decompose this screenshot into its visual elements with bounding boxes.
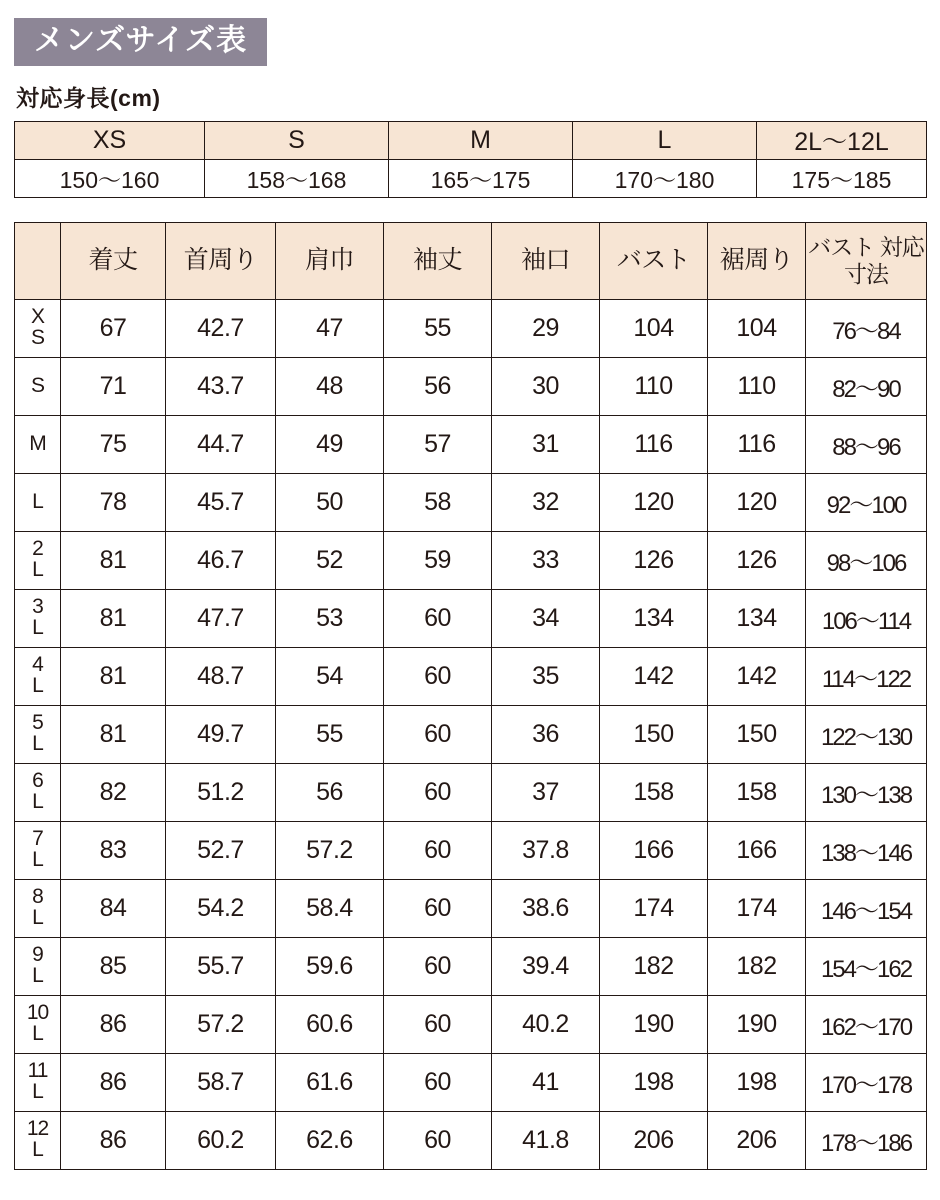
measurement-cell: 49 — [276, 415, 384, 473]
measurement-cell: 55 — [384, 299, 492, 357]
row-header-size — [15, 821, 61, 879]
row-header-line: X — [30, 305, 44, 329]
row-header-size — [15, 1053, 61, 1111]
measurement-cell: 78 — [61, 473, 166, 531]
height-range-xs: 150〜160 — [15, 159, 205, 197]
measurement-cell: 122〜130 — [806, 705, 927, 763]
measurement-cell: 198 — [708, 1053, 806, 1111]
table-row — [15, 995, 927, 1053]
height-range-2l-12l: 175〜185 — [757, 159, 927, 197]
row-header-line: L — [32, 1138, 43, 1161]
row-header-line: 11 — [27, 1059, 48, 1083]
measurement-cell: 86 — [61, 995, 166, 1053]
measurement-cell: 116 — [600, 415, 708, 473]
table-row — [15, 299, 927, 357]
column-header-line-1: バスト — [808, 234, 875, 261]
row-header-line: 3 — [32, 595, 43, 619]
measurement-cell: 41.8 — [492, 1111, 600, 1169]
measurement-cell: 55.7 — [166, 937, 276, 995]
measurement-cell: 85 — [61, 937, 166, 995]
measurement-cell: 60 — [384, 1111, 492, 1169]
measurement-cell: 178〜186 — [806, 1111, 927, 1169]
measurement-cell: 37.8 — [492, 821, 600, 879]
table-row — [15, 879, 927, 937]
row-header-line: L — [32, 489, 43, 513]
measurement-cell: 126 — [600, 531, 708, 589]
measurement-cell: 150 — [600, 705, 708, 763]
row-header-size — [15, 879, 61, 937]
row-header-line: L — [32, 674, 43, 697]
measurement-cell: 31 — [492, 415, 600, 473]
row-header-size — [15, 473, 61, 531]
row-header-line: 6 — [32, 769, 43, 793]
measurement-cell: 35 — [492, 647, 600, 705]
table-row — [15, 473, 927, 531]
measurement-cell: 166 — [600, 821, 708, 879]
measurement-cell: 37 — [492, 763, 600, 821]
measurement-cell: 56 — [384, 357, 492, 415]
table-header-row — [15, 222, 927, 299]
measurement-cell: 116 — [708, 415, 806, 473]
table-row — [15, 705, 927, 763]
measurement-cell: 60 — [384, 821, 492, 879]
measurement-cell: 49.7 — [166, 705, 276, 763]
measurement-cell: 81 — [61, 531, 166, 589]
measurement-cell: 110 — [708, 357, 806, 415]
measurement-cell: 60.6 — [276, 995, 384, 1053]
row-header-line: 8 — [32, 885, 43, 909]
row-header-line: 2 — [32, 537, 43, 561]
measurement-cell: 92〜100 — [806, 473, 927, 531]
row-header-size — [15, 995, 61, 1053]
measurement-cell: 82〜90 — [806, 357, 927, 415]
row-header-line: L — [32, 906, 43, 929]
measurement-cell: 88〜96 — [806, 415, 927, 473]
measurement-cell: 48.7 — [166, 647, 276, 705]
measurement-cell: 52.7 — [166, 821, 276, 879]
row-header-line: S — [30, 326, 44, 349]
measurement-cell: 47 — [276, 299, 384, 357]
measurement-cell: 142 — [600, 647, 708, 705]
page-title: メンズサイズ表 — [14, 18, 267, 66]
measurement-cell: 174 — [600, 879, 708, 937]
row-header-line: 12 — [26, 1117, 49, 1141]
measurement-cell: 134 — [708, 589, 806, 647]
measurement-cell: 42.7 — [166, 299, 276, 357]
measurement-cell: 82 — [61, 763, 166, 821]
measurement-cell: 59.6 — [276, 937, 384, 995]
measurement-cell: 32 — [492, 473, 600, 531]
measurement-cell: 30 — [492, 357, 600, 415]
measurement-cell: 29 — [492, 299, 600, 357]
column-header-bust-taiou-sunpou — [806, 222, 927, 299]
measurement-cell: 60 — [384, 1053, 492, 1111]
height-range-l: 170〜180 — [573, 159, 757, 197]
table-row — [15, 937, 927, 995]
measurement-cell: 134 — [600, 589, 708, 647]
measurement-cell: 81 — [61, 647, 166, 705]
measurement-cell: 84 — [61, 879, 166, 937]
measurement-cell: 166 — [708, 821, 806, 879]
measurement-cell: 45.7 — [166, 473, 276, 531]
measurement-cell: 34 — [492, 589, 600, 647]
measurement-cell: 58.4 — [276, 879, 384, 937]
measurement-cell: 47.7 — [166, 589, 276, 647]
row-header-line: 9 — [32, 943, 43, 967]
measurement-cell: 60 — [384, 647, 492, 705]
measurement-cell: 60 — [384, 763, 492, 821]
measurement-cell: 206 — [708, 1111, 806, 1169]
measurement-cell: 36 — [492, 705, 600, 763]
row-header-line: L — [32, 790, 43, 813]
height-table — [14, 121, 927, 198]
measurement-cell: 190 — [600, 995, 708, 1053]
measurement-cell: 50 — [276, 473, 384, 531]
height-size-l: L — [573, 121, 757, 159]
measurement-cell: 83 — [61, 821, 166, 879]
row-header-line: M — [29, 431, 46, 455]
measurement-cell: 67 — [61, 299, 166, 357]
column-header-katahaba: 肩巾 — [276, 222, 384, 299]
table-corner-cell — [15, 222, 61, 299]
measurement-cell: 150 — [708, 705, 806, 763]
measurement-cell: 120 — [708, 473, 806, 531]
measurement-cell: 110 — [600, 357, 708, 415]
measurement-cell: 170〜178 — [806, 1053, 927, 1111]
measurement-cell: 58 — [384, 473, 492, 531]
measurement-cell: 206 — [600, 1111, 708, 1169]
measurement-cell: 81 — [61, 589, 166, 647]
height-size-xs: XS — [15, 121, 205, 159]
measurement-cell: 44.7 — [166, 415, 276, 473]
measurement-cell: 174 — [708, 879, 806, 937]
measurement-cell: 56 — [276, 763, 384, 821]
measurement-cell: 190 — [708, 995, 806, 1053]
measurement-cell: 158 — [600, 763, 708, 821]
measurement-cell: 104 — [600, 299, 708, 357]
measurement-cell: 40.2 — [492, 995, 600, 1053]
table-row — [15, 415, 927, 473]
measurement-cell: 75 — [61, 415, 166, 473]
measurement-cell: 138〜146 — [806, 821, 927, 879]
measurement-cell: 76〜84 — [806, 299, 927, 357]
row-header-line: L — [32, 558, 43, 581]
measurement-cell: 41 — [492, 1053, 600, 1111]
table-row — [15, 1053, 927, 1111]
row-header-size — [15, 357, 61, 415]
measurement-cell: 58.7 — [166, 1053, 276, 1111]
row-header-size — [15, 1111, 61, 1169]
height-range-m: 165〜175 — [389, 159, 573, 197]
measurement-cell: 86 — [61, 1111, 166, 1169]
measurement-cell: 46.7 — [166, 531, 276, 589]
column-header-susomawari: 裾周り — [708, 222, 806, 299]
row-header-line: L — [32, 1022, 43, 1045]
measurement-cell: 198 — [600, 1053, 708, 1111]
height-section-heading: 対応身長(cm) — [16, 84, 161, 111]
measurement-cell: 60 — [384, 937, 492, 995]
row-header-line: S — [30, 373, 44, 397]
measurement-cell: 158 — [708, 763, 806, 821]
measurement-cell: 182 — [600, 937, 708, 995]
measurement-cell: 57.2 — [276, 821, 384, 879]
measurement-cell: 52 — [276, 531, 384, 589]
table-row — [15, 159, 927, 197]
measurement-cell: 126 — [708, 531, 806, 589]
measurements-table — [14, 222, 927, 1170]
row-header-line: L — [32, 616, 43, 639]
measurement-cell: 71 — [61, 357, 166, 415]
table-row — [15, 121, 927, 159]
measurement-cell: 59 — [384, 531, 492, 589]
column-header-sodetake: 袖丈 — [384, 222, 492, 299]
row-header-size — [15, 705, 61, 763]
measurement-cell: 39.4 — [492, 937, 600, 995]
height-size-s: S — [205, 121, 389, 159]
row-header-size — [15, 415, 61, 473]
row-header-line: 5 — [32, 711, 43, 735]
measurement-cell: 54 — [276, 647, 384, 705]
row-header-size — [15, 937, 61, 995]
measurement-cell: 142 — [708, 647, 806, 705]
measurement-cell: 81 — [61, 705, 166, 763]
row-header-line: L — [32, 848, 43, 871]
row-header-size — [15, 299, 61, 357]
measurement-cell: 60 — [384, 995, 492, 1053]
table-row — [15, 821, 927, 879]
measurement-cell: 33 — [492, 531, 600, 589]
measurement-cell: 120 — [600, 473, 708, 531]
column-header-line-2: 対応寸法 — [844, 234, 924, 287]
measurement-cell: 57.2 — [166, 995, 276, 1053]
height-size-m: M — [389, 121, 573, 159]
table-row — [15, 1111, 927, 1169]
height-range-s: 158〜168 — [205, 159, 389, 197]
measurement-cell: 146〜154 — [806, 879, 927, 937]
column-header-sodeguchi: 袖口 — [492, 222, 600, 299]
measurement-cell: 104 — [708, 299, 806, 357]
measurement-cell: 57 — [384, 415, 492, 473]
measurement-cell: 182 — [708, 937, 806, 995]
table-row — [15, 589, 927, 647]
measurement-cell: 130〜138 — [806, 763, 927, 821]
measurement-cell: 62.6 — [276, 1111, 384, 1169]
measurement-cell: 98〜106 — [806, 531, 927, 589]
measurement-cell: 162〜170 — [806, 995, 927, 1053]
row-header-line: 10 — [26, 1001, 49, 1025]
measurement-cell: 154〜162 — [806, 937, 927, 995]
table-row — [15, 531, 927, 589]
measurement-cell: 38.6 — [492, 879, 600, 937]
measurement-cell: 48 — [276, 357, 384, 415]
row-header-size — [15, 589, 61, 647]
row-header-size — [15, 647, 61, 705]
measurement-cell: 55 — [276, 705, 384, 763]
column-header-kubimawari: 首周り — [166, 222, 276, 299]
measurement-cell: 61.6 — [276, 1053, 384, 1111]
height-size-2l-12l: 2L〜12L — [757, 121, 927, 159]
table-row — [15, 763, 927, 821]
measurement-cell: 106〜114 — [806, 589, 927, 647]
row-header-line: 7 — [32, 827, 43, 851]
measurement-cell: 60 — [384, 705, 492, 763]
row-header-line: L — [32, 1080, 43, 1103]
measurement-cell: 43.7 — [166, 357, 276, 415]
column-header-bust: バスト — [600, 222, 708, 299]
measurement-cell: 60 — [384, 589, 492, 647]
row-header-line: L — [32, 964, 43, 987]
measurement-cell: 60 — [384, 879, 492, 937]
row-header-size — [15, 531, 61, 589]
column-header-kitake: 着丈 — [61, 222, 166, 299]
row-header-line: 4 — [32, 653, 43, 677]
measurement-cell: 51.2 — [166, 763, 276, 821]
measurement-cell: 60.2 — [166, 1111, 276, 1169]
measurement-cell: 54.2 — [166, 879, 276, 937]
measurement-cell: 86 — [61, 1053, 166, 1111]
row-header-size — [15, 763, 61, 821]
measurement-cell: 53 — [276, 589, 384, 647]
table-row — [15, 647, 927, 705]
row-header-line: L — [32, 732, 43, 755]
table-row — [15, 357, 927, 415]
measurement-cell: 114〜122 — [806, 647, 927, 705]
